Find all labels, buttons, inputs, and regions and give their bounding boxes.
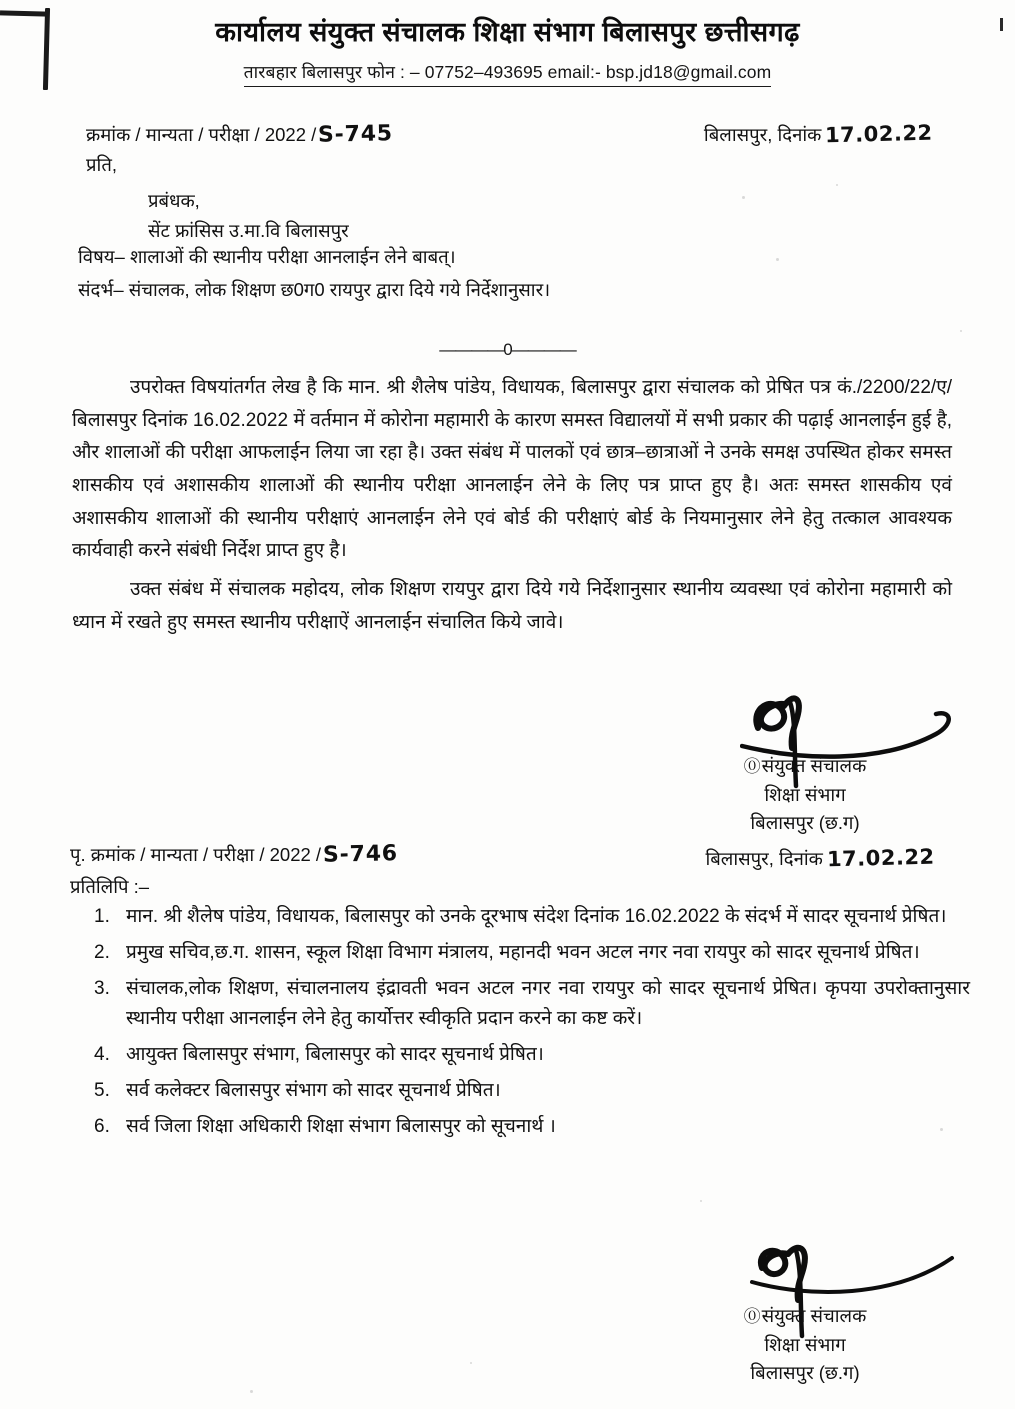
list-item-number: 4. xyxy=(94,1044,110,1066)
list-item xyxy=(90,974,970,1036)
body-paragraph-2: उक्त संबंध में संचालक महोदय, लोक शिक्षण रायपुर द्वारा दिये गये निर्देशानुसार स्थानीय व्यवस्था एवं कोरोना महामारी को ध्यान में रखते हुए समस्त स्थानीय परीक्षाऐं आनलाईन संचालित किये जावे। xyxy=(72,579,952,633)
body-paragraph-1: उपरोक्त विषयांतर्गत लेख है कि मान. श्री शैलेष पांडेय, विधायक, बिलासपुर द्वारा संचालक को प्रेषित पत्र कं./2200/22/ए/बिलासपुर दिनांक 16.02.2022 में वर्तमान में कोरोना महामारी के कारण समस्त विद्यालयों में सभी प्रकार की पढ़ाई आनलाईन हुई है, और शालाओं की परीक्षा आफलाईन लिया जा रहा है। उक्त संबंध में पालकों एवं छात्र–छात्राओं ने उनके समक्ष उपस्थित होकर समस्त शासकीय एवं अशासकीय शालाओं की स्थानीय परीक्षा आनलाईन लेने के लिए पत्र प्राप्त हुए है। अतः समस्त शासकीय एवं अशासकीय शालाओं की स्थानीय परीक्षाएं आनलाईन लेने एवं बोर्ड की परीक्षाएं बोर्ड के नियमानुसार लेने हेतु तत्काल आवश्यक कार्यवाही करने संबंधी निर्देश प्राप्त हुए है। xyxy=(72,377,952,562)
place-date-label: बिलासपुर, दिनांक xyxy=(703,124,822,145)
list-item-number: 3. xyxy=(94,977,110,999)
endorsement-reference-handwritten: S-746 xyxy=(322,841,399,868)
subject-text: शालाओं की स्थानीय परीक्षा आनलाईन लेने बाबत्। xyxy=(129,246,456,267)
endorsement-reference-printed: पृ. क्रमांक / मान्यता / परीक्षा / 2022 / xyxy=(70,844,322,865)
list-item-number: 6. xyxy=(94,1115,110,1137)
list-item xyxy=(90,1112,970,1143)
signature-date-line-top xyxy=(640,846,1000,871)
signature-initial-mark-top: ⓪ xyxy=(743,757,761,777)
subject-line xyxy=(78,244,456,269)
signature-location-bottom: बिलासपुर (छ.ग) xyxy=(750,1361,860,1383)
signature-division-top: शिक्षा संभाग xyxy=(764,783,846,805)
reference-number-printed: क्रमांक / मान्यता / परीक्षा / 2022 / xyxy=(86,124,317,145)
scan-speckle xyxy=(250,1390,253,1393)
signature-designation-top: ⓪संयुक्त संचालक xyxy=(743,755,867,777)
addressee-institution: सेंट फ्रांसिस उ.मा.वि बिलासपुर xyxy=(148,219,349,241)
scan-speckle xyxy=(960,330,962,332)
letter-body xyxy=(72,372,952,641)
place-date xyxy=(704,122,933,147)
scan-speckle xyxy=(940,1128,943,1131)
office-contact-line: तारबहार बिलासपुर फोन : – 07752–493695 email:- bsp.jd18@gmail.com xyxy=(244,60,772,87)
list-item xyxy=(90,938,970,969)
list-item-text: मान. श्री शैलेष पांडेय, विधायक, बिलासपुर को उनके दूरभाष संदेश दिनांक 16.02.2022 के संदर्भ में सादर सूचनार्थ प्रेषित। xyxy=(126,906,947,927)
signature-date-handwritten-top: 17.02.22 xyxy=(826,844,935,872)
scan-speckle xyxy=(700,1200,702,1202)
list-item-number: 1. xyxy=(94,906,110,927)
section-divider: ————0———— xyxy=(439,340,576,359)
copy-to-label: प्रतिलिपि :– xyxy=(70,876,150,897)
list-item xyxy=(90,1040,970,1071)
to-label: प्रति, xyxy=(86,154,118,175)
list-item-text: सर्व जिला शिक्षा अधिकारी शिक्षा संभाग बिलासपुर को सूचनार्थ । xyxy=(126,1115,556,1137)
scan-speckle xyxy=(776,258,779,261)
signature-designation-bottom: ⓪संयुक्त संचालक xyxy=(743,1305,867,1327)
list-item-text: आयुक्त बिलासपुर संभाग, बिलासपुर को सादर सूचनार्थ प्रेषित। xyxy=(126,1044,544,1066)
list-item xyxy=(90,902,970,933)
reference-number xyxy=(86,122,393,147)
list-item xyxy=(90,1076,970,1107)
list-item-text: संचालक,लोक शिक्षण, संचालनालय इंद्रावती भवन अटल नगर नवा रायपुर को सादर सूचनार्थ प्रेषित। कृपया उपरोक्तानुसार स्थानीय परीक्षा आनलाईन लेने हेतु कार्योत्तर स्वीकृति प्रदान करने का कष्ट करें। xyxy=(126,977,970,1030)
list-item-number: 2. xyxy=(94,941,110,963)
reference-number-handwritten: S-745 xyxy=(318,121,394,148)
office-title: कार्यालय संयुक्त संचालक शिक्षा संभाग बिलासपुर छत्तीसगढ़ xyxy=(215,17,800,47)
signature-division-bottom: शिक्षा संभाग xyxy=(764,1333,846,1355)
list-item-text: सर्व कलेक्टर बिलासपुर संभाग को सादर सूचनार्थ प्रेषित। xyxy=(126,1079,501,1101)
subject-label: विषय– xyxy=(78,246,125,267)
signature-location-top: बिलासपुर (छ.ग) xyxy=(750,811,860,833)
place-date-handwritten: 17.02.22 xyxy=(825,120,934,148)
reference-date-row xyxy=(86,122,985,147)
signature-block-bottom xyxy=(640,1302,970,1387)
signature-initial-mark-bottom: ⓪ xyxy=(743,1307,761,1327)
addressee-designation: प्रबंधक, xyxy=(148,190,200,211)
copy-distribution-list xyxy=(90,902,970,1147)
reference-source-line xyxy=(78,277,550,302)
signature-date-label-top: बिलासपुर, दिनांक xyxy=(705,848,823,869)
scan-speckle xyxy=(470,1362,472,1364)
endorsement-reference-number xyxy=(70,842,398,867)
reference-source-label: संदर्भ– xyxy=(78,279,124,300)
reference-source-text: संचालक, लोक शिक्षण छ0ग0 रायपुर द्वारा दिये गये निर्देशानुसार। xyxy=(128,279,551,300)
letterhead xyxy=(0,16,1015,87)
scan-speckle xyxy=(742,196,745,199)
signature-block-top xyxy=(640,752,970,837)
list-item-number: 5. xyxy=(94,1079,110,1101)
addressee-block xyxy=(148,186,349,246)
scan-speckle xyxy=(836,184,838,186)
list-item-text: प्रमुख सचिव,छ.ग. शासन, स्कूल शिक्षा विभाग मंत्रालय, महानदी भवन अटल नगर नवा रायपुर को सादर सूचनार्थ प्रेषित। xyxy=(126,941,920,963)
